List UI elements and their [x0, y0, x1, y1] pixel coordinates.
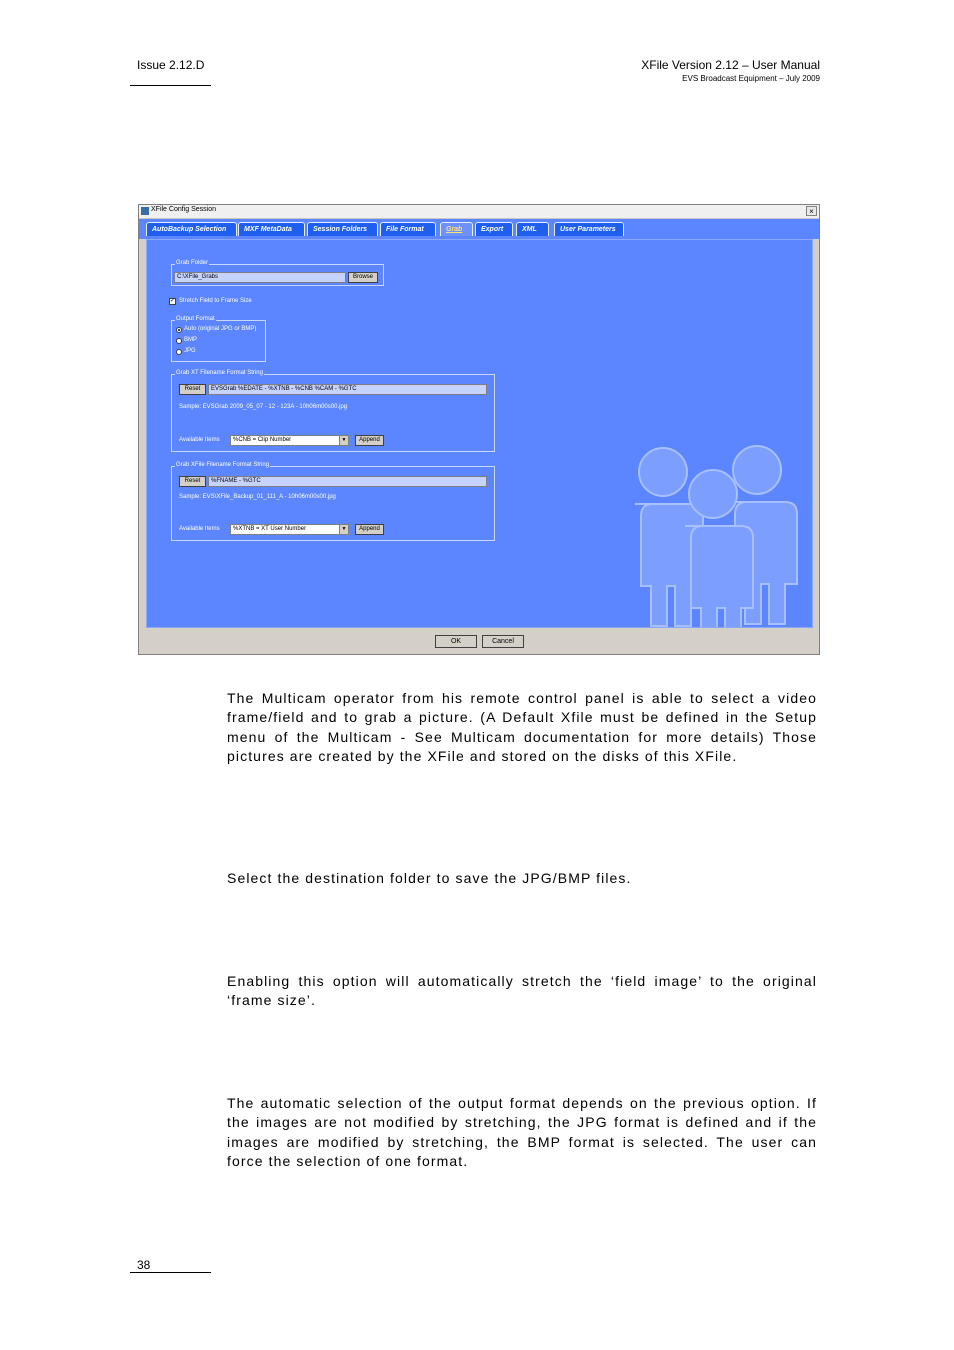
output-bmp-radio[interactable] — [176, 338, 182, 344]
tab-grab[interactable]: Grab — [440, 222, 473, 236]
output-format-title: Output Format — [176, 316, 215, 322]
xfile-reset-button[interactable]: Reset — [179, 476, 206, 487]
grab-folder-title: Grab Folder — [176, 260, 209, 266]
close-icon[interactable]: × — [806, 206, 817, 216]
issue-label: Issue 2.12.D — [137, 58, 205, 72]
tab-mxf-metadata[interactable]: MXF MetaData — [238, 222, 305, 236]
tab-session-folders[interactable]: Session Folders — [307, 222, 378, 236]
header-rule — [130, 85, 211, 86]
output-format-group — [171, 316, 266, 362]
xt-format-title: Grab XT Filename Format String — [176, 370, 263, 376]
tab-file-format[interactable]: File Format — [380, 222, 436, 236]
stretch-label: Stretch Field to Frame Size — [179, 298, 252, 304]
xt-available-items-label: Available Items — [179, 437, 220, 443]
footer-rule — [130, 1272, 211, 1273]
tab-export[interactable]: Export — [475, 222, 513, 236]
manual-title: XFile Version 2.12 – User Manual — [641, 58, 820, 72]
browse-button[interactable]: Browse — [348, 272, 378, 283]
paragraph-output-format: The automatic selection of the output format depends on the previous option. If the images are not modified by stretching, the JPG format is defined and if the images are modified by stretching, the BMP format is selected. The user can force the selection of one format. — [227, 1095, 817, 1169]
grab-folder-input[interactable]: C:\XFile_Grabs — [174, 272, 346, 283]
xfile-format-title: Grab XFile Filename Format String — [176, 462, 270, 468]
xt-reset-button[interactable]: Reset — [179, 384, 206, 395]
xfile-format-input[interactable]: %FNAME - %GTC — [208, 476, 487, 487]
page-number: 38 — [137, 1258, 151, 1272]
xt-format-input[interactable]: EVSGrab %EDATE - %XTNB - %CNB %CAM - %GTC — [208, 384, 487, 395]
chevron-down-icon[interactable]: ▼ — [339, 525, 348, 534]
tab-autobackup-selection[interactable]: AutoBackup Selection — [146, 222, 237, 236]
app-icon — [141, 207, 149, 215]
stretch-checkbox[interactable]: ✓ — [170, 298, 176, 304]
window-title: XFile Config Session — [151, 206, 216, 213]
dialog-button-bar — [139, 629, 819, 654]
xfile-append-button[interactable]: Append — [355, 524, 384, 535]
xfile-available-items-select[interactable] — [230, 524, 349, 535]
grab-settings-panel — [146, 239, 813, 628]
paragraph-grab-folder: Select the destination folder to save the JPG/BMP files. — [227, 870, 632, 886]
xt-available-items-select[interactable] — [230, 435, 349, 446]
xt-format-group — [171, 370, 495, 452]
grab-folder-group — [171, 260, 384, 286]
tab-user-parameters[interactable]: User Parameters — [554, 222, 624, 236]
chevron-down-icon[interactable]: ▼ — [339, 436, 348, 445]
output-auto-label: Auto (original JPG or BMP) — [184, 326, 257, 332]
output-bmp-label: BMP — [184, 337, 198, 343]
people-illustration — [621, 440, 811, 628]
window-titlebar — [139, 205, 819, 219]
xt-sample-text: Sample: EVSGrab 2009_05_07 - 12 - 123A - 10h06m00s00.jpg — [179, 404, 348, 410]
xfile-selected-item: %XTNB = XT User Number — [233, 526, 307, 532]
paragraph-stretch: Enabling this option will automatically stretch the ‘field image’ to the original ‘frame size’. — [227, 973, 817, 1009]
output-auto-radio[interactable] — [176, 327, 182, 333]
tab-xml[interactable]: XML — [516, 222, 549, 236]
xfile-available-items-label: Available Items — [179, 526, 220, 532]
tab-bar — [139, 219, 819, 239]
manual-subtitle: EVS Broadcast Equipment – July 2009 — [682, 74, 820, 83]
xfile-format-group — [171, 462, 495, 541]
paragraph-intro: The Multicam operator from his remote control panel is able to select a video frame/field and to grab a picture. (A Default Xfile must be defined in the Setup menu of the Multicam - See Multicam documentation for more details) Those pictures are created by the XFile and stored on the disks of this XFile. — [227, 690, 817, 764]
output-jpg-radio[interactable] — [176, 349, 182, 355]
config-session-window — [138, 204, 820, 655]
xt-append-button[interactable]: Append — [355, 435, 384, 446]
ok-button[interactable]: OK — [435, 635, 477, 648]
cancel-button[interactable]: Cancel — [482, 635, 524, 648]
xfile-sample-text: Sample: EVS\XFile_Backup_01_111_A - 10h06m00s00.jpg — [179, 494, 336, 500]
output-jpg-label: JPG — [184, 348, 196, 354]
xt-selected-item: %CNB = Clip Number — [233, 437, 292, 443]
